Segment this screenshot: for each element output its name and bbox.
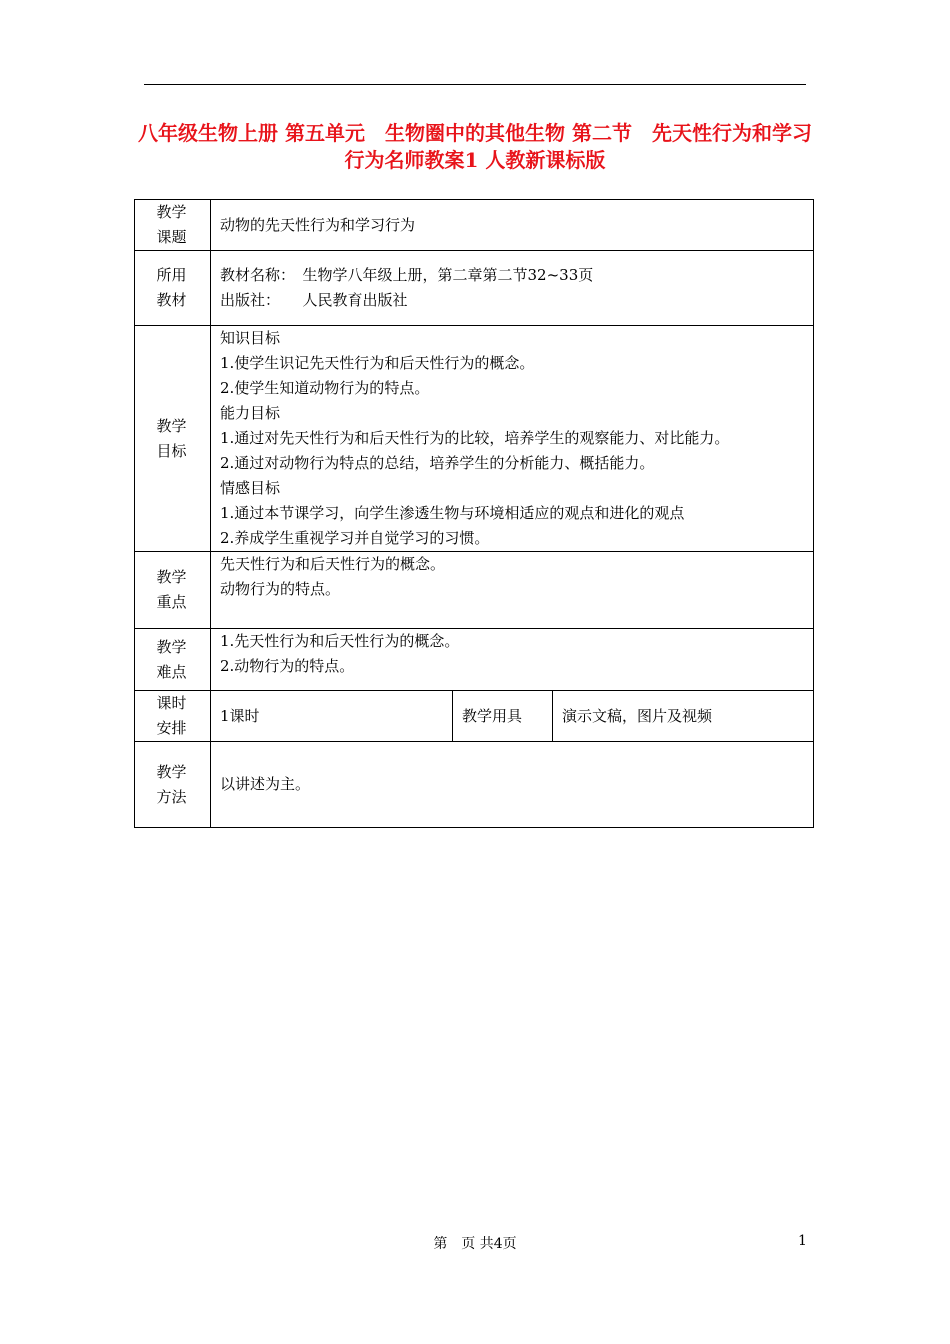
objective-line: 2.使学生知道动物行为的特点。 (220, 379, 430, 397)
objective-line: 1.使学生识记先天性行为和后天性行为的概念。 (220, 354, 535, 372)
document-title: 八年级生物上册 第五单元 生物圈中的其他生物 第二节 先天性行为和学习行为名师教案1 人教新课标版 (138, 121, 812, 172)
materials-name: 教材名称： 生物学八年级上册，第二章第二节32~33页 (220, 266, 594, 284)
content-tools: 演示文稿，图片及视频 (553, 691, 814, 742)
label-materials: 所用教材 (135, 251, 211, 326)
label-schedule: 课时安排 (135, 691, 211, 742)
label-objectives: 教学目标 (135, 326, 211, 552)
objective-line: 2.养成学生重视学习并自觉学习的习惯。 (220, 529, 490, 547)
label-method: 教学方法 (135, 742, 211, 828)
content-materials (211, 251, 814, 326)
row-objectives (135, 326, 814, 552)
objective-line: 知识目标 (220, 329, 281, 347)
lesson-plan-table (134, 199, 814, 828)
objective-line: 1.通过对先天性行为和后天性行为的比较，培养学生的观察能力、对比能力。 (220, 429, 730, 447)
row-difficulties (135, 629, 814, 691)
label-key-points: 教学重点 (135, 552, 211, 629)
content-key-points: 先天性行为和后天性行为的概念。 动物行为的特点。 (211, 552, 814, 629)
row-key-points (135, 552, 814, 629)
label-tools: 教学用具 (453, 691, 553, 742)
row-method (135, 742, 814, 828)
materials-publisher: 出版社： 人民教育出版社 (220, 291, 408, 309)
content-objectives (211, 326, 814, 552)
content-hours: 1课时 (211, 691, 453, 742)
content-topic: 动物的先天性行为和学习行为 (211, 200, 814, 251)
row-materials (135, 251, 814, 326)
objective-line: 能力目标 (220, 404, 281, 422)
objective-line: 2.通过对动物行为特点的总结，培养学生的分析能力、概括能力。 (220, 454, 655, 472)
footer-page-number: 1 (798, 1233, 807, 1249)
header-rule (144, 84, 806, 85)
footer-page-text: 第 页 共4页 (433, 1236, 517, 1252)
objective-line: 情感目标 (220, 479, 281, 497)
content-difficulties: 1.先天性行为和后天性行为的概念。 2.动物行为的特点。 (211, 629, 814, 691)
content-method: 以讲述为主。 (211, 742, 814, 828)
objective-line: 1.通过本节课学习，向学生渗透生物与环境相适应的观点和进化的观点 (220, 504, 685, 522)
label-difficulties: 教学难点 (135, 629, 211, 691)
row-topic (135, 200, 814, 251)
row-schedule (135, 691, 814, 742)
label-topic: 教学课题 (135, 200, 211, 251)
